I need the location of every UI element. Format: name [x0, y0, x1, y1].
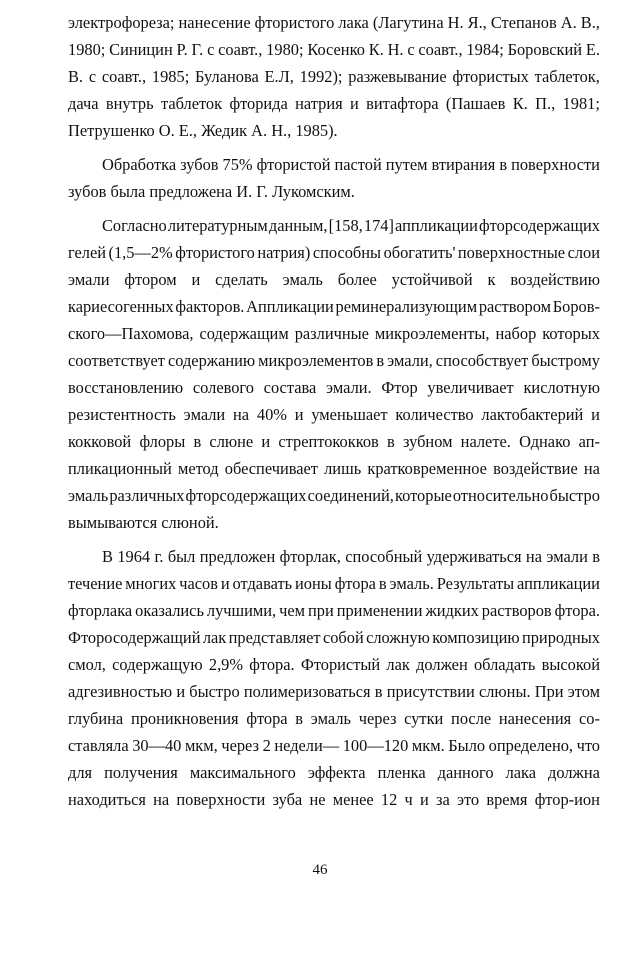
text-line: гелей (1,5—2% фтористого натрия) способны обогатить' поверхностные слои: [68, 243, 600, 262]
text-line: электрофореза; нанесение фтористого лака (Лагутина Н. Я., Степанов А. В.,: [68, 13, 600, 32]
text-line: соответствует содержанию микроэлементов в эмали, способствует быстрому: [68, 351, 600, 370]
text-line: адгезивностью и быстро полимеризоваться в присутствии слюны. При этом: [68, 682, 600, 701]
text-line: эмали фтором и сделать эмаль более устойчивой к воздействию: [68, 270, 600, 289]
text-line: течение многих часов и отдавать ионы фтора в эмаль. Результаты аппликации: [68, 574, 600, 593]
text-line: кариесогенных факторов. Аппликации реминерализующим раствором Боров-: [68, 297, 600, 316]
text-line: ского—Пахомова, содержащим различные микроэлементы, набор которых: [68, 324, 600, 343]
text-line: находиться на поверхности зуба не менее 12 ч и за это время фтор-ион: [68, 790, 600, 809]
text-line: В. с соавт., 1985; Буланова Е.Л, 1992); разжевывание фтористых таблеток,: [68, 67, 600, 86]
text-line: зубов была предложена И. Г. Лукомским.: [68, 182, 355, 201]
text-line: смол, содержащую 2,9% фтора. Фтористый лак должен обладать высокой: [68, 655, 600, 674]
text-line: В 1964 г. был предложен фторлак, способный удерживаться на эмали в: [102, 547, 600, 566]
text-line: ставляла 30—40 мкм, через 2 недели— 100—120 мкм. Было определено, что: [68, 736, 600, 755]
text-line: глубина проникновения фтора в эмаль через сутки после нанесения со-: [68, 709, 600, 728]
text-line: вымываются слюной.: [68, 513, 219, 532]
text-line: Обработка зубов 75% фтористой пастой путем втирания в поверхности: [102, 155, 600, 174]
text-line: Фторосодержащий лак представляет собой сложную композицию природных: [68, 628, 600, 647]
text-line: эмаль различных фторсодержащих соединений, которые относительно быстро: [68, 486, 600, 505]
text-line: Петрушенко О. Е., Жедик А. Н., 1985).: [68, 121, 338, 140]
text-line: для получения максимального эффекта пленка данного лака должна: [68, 763, 600, 782]
text-line: 1980; Синицин Р. Г. с соавт., 1980; Косенко К. Н. с соавт., 1984; Боровский Е.: [68, 40, 600, 59]
text-line: Согласно литературным данным, [158, 174] аппликации фторсодержащих: [102, 216, 600, 235]
text-line: восстановлению солевого состава эмали. Фтор увеличивает кислотную: [68, 378, 600, 397]
text-line: кокковой флоры в слюне и стрептококков в зубном налете. Однако ап-: [68, 432, 600, 451]
text-line: резистентность эмали на 40% и уменьшает количество лактобактерий и: [68, 405, 600, 424]
text-line: дача внутрь таблеток фторида натрия и витафтора (Пашаев К. П., 1981;: [68, 94, 600, 113]
page-number: 46: [312, 862, 328, 878]
text-line: пликационный метод обеспечивает лишь кратковременное воздействие на: [68, 459, 600, 478]
text-line: фторлака оказались лучшими, чем при применении жидких растворов фтора.: [68, 601, 600, 620]
